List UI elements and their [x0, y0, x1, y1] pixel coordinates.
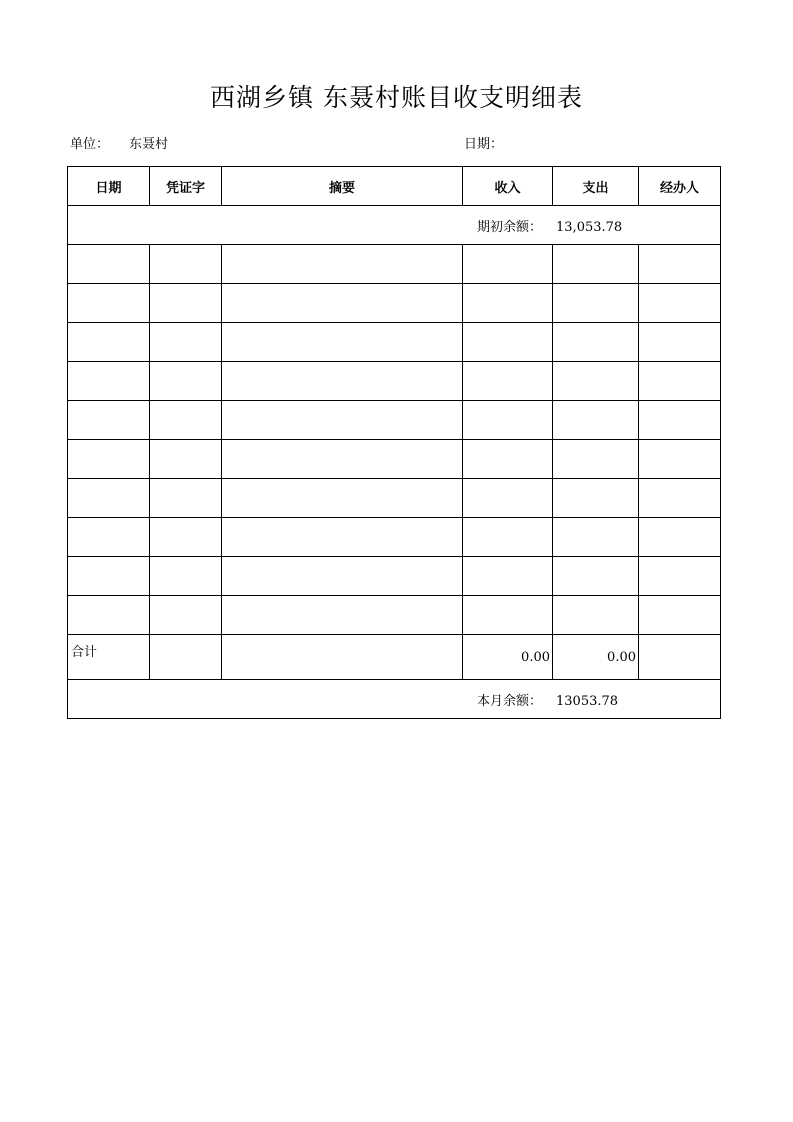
- cell-date[interactable]: [68, 518, 150, 557]
- cell-date[interactable]: [68, 323, 150, 362]
- cell-income[interactable]: [463, 479, 553, 518]
- opening-balance-cell: [68, 206, 721, 245]
- cell-voucher[interactable]: [150, 362, 222, 401]
- header-summary: 摘要: [222, 167, 463, 206]
- table-row: [68, 362, 721, 401]
- header-handler: 经办人: [639, 167, 721, 206]
- cell-income[interactable]: [463, 401, 553, 440]
- cell-summary[interactable]: [222, 479, 463, 518]
- closing-balance-value: 13053.78: [556, 693, 619, 709]
- cell-summary[interactable]: [222, 557, 463, 596]
- cell-voucher[interactable]: [150, 440, 222, 479]
- cell-summary[interactable]: [222, 440, 463, 479]
- header-voucher: 凭证字: [150, 167, 222, 206]
- table-row: [68, 245, 721, 284]
- cell-expense[interactable]: [553, 284, 639, 323]
- unit-label: 单位：: [70, 137, 110, 152]
- cell-voucher[interactable]: [150, 245, 222, 284]
- cell-income[interactable]: [463, 440, 553, 479]
- date-label: 日期：: [464, 137, 504, 152]
- header-date: 日期: [68, 167, 150, 206]
- cell-income[interactable]: [463, 284, 553, 323]
- table-row: [68, 557, 721, 596]
- cell-handler[interactable]: [639, 479, 721, 518]
- cell-income[interactable]: [463, 323, 553, 362]
- opening-balance-label: 期初余额：: [477, 219, 543, 235]
- total-summary-cell: [222, 635, 463, 680]
- table-row: [68, 479, 721, 518]
- table-row: [68, 440, 721, 479]
- cell-expense[interactable]: [553, 479, 639, 518]
- cell-summary[interactable]: [222, 401, 463, 440]
- opening-balance-row: [68, 206, 721, 245]
- cell-handler[interactable]: [639, 362, 721, 401]
- cell-voucher[interactable]: [150, 557, 222, 596]
- opening-balance-value: 13,053.78: [556, 219, 623, 235]
- cell-date[interactable]: [68, 401, 150, 440]
- total-expense: 0.00: [553, 635, 639, 680]
- closing-balance-label: 本月余额：: [477, 693, 543, 709]
- cell-handler[interactable]: [639, 284, 721, 323]
- cell-voucher[interactable]: [150, 479, 222, 518]
- cell-date[interactable]: [68, 440, 150, 479]
- page-title: 西湖乡镇 东聂村账目收支明细表: [210, 83, 583, 112]
- total-handler-cell: [639, 635, 721, 680]
- cell-handler[interactable]: [639, 557, 721, 596]
- cell-income[interactable]: [463, 518, 553, 557]
- cell-date[interactable]: [68, 557, 150, 596]
- cell-expense[interactable]: [553, 401, 639, 440]
- cell-income[interactable]: [463, 245, 553, 284]
- cell-expense[interactable]: [553, 440, 639, 479]
- header-row: [68, 167, 721, 206]
- cell-expense[interactable]: [553, 362, 639, 401]
- cell-handler[interactable]: [639, 518, 721, 557]
- total-label: 合计: [68, 635, 150, 680]
- table-row: [68, 323, 721, 362]
- header-income: 收入: [463, 167, 553, 206]
- table-row: [68, 284, 721, 323]
- table-row: [68, 401, 721, 440]
- closing-balance-row: [68, 680, 721, 719]
- total-voucher-cell: [150, 635, 222, 680]
- cell-handler[interactable]: [639, 440, 721, 479]
- cell-income[interactable]: [463, 557, 553, 596]
- cell-summary[interactable]: [222, 596, 463, 635]
- header-expense: 支出: [553, 167, 639, 206]
- cell-summary[interactable]: [222, 323, 463, 362]
- cell-expense[interactable]: [553, 596, 639, 635]
- cell-handler[interactable]: [639, 401, 721, 440]
- cell-expense[interactable]: [553, 245, 639, 284]
- cell-expense[interactable]: [553, 557, 639, 596]
- cell-date[interactable]: [68, 479, 150, 518]
- cell-voucher[interactable]: [150, 518, 222, 557]
- cell-handler[interactable]: [639, 245, 721, 284]
- cell-voucher[interactable]: [150, 284, 222, 323]
- cell-date[interactable]: [68, 245, 150, 284]
- cell-income[interactable]: [463, 596, 553, 635]
- closing-balance-cell: [68, 680, 721, 719]
- cell-voucher[interactable]: [150, 323, 222, 362]
- cell-handler[interactable]: [639, 323, 721, 362]
- total-row: [68, 635, 721, 680]
- table-row: [68, 518, 721, 557]
- cell-voucher[interactable]: [150, 401, 222, 440]
- cell-expense[interactable]: [553, 323, 639, 362]
- cell-summary[interactable]: [222, 284, 463, 323]
- cell-date[interactable]: [68, 284, 150, 323]
- cell-summary[interactable]: [222, 518, 463, 557]
- cell-expense[interactable]: [553, 518, 639, 557]
- cell-handler[interactable]: [639, 596, 721, 635]
- cell-summary[interactable]: [222, 245, 463, 284]
- unit-value: 东聂村: [129, 137, 169, 152]
- cell-voucher[interactable]: [150, 596, 222, 635]
- total-income: 0.00: [463, 635, 553, 680]
- cell-summary[interactable]: [222, 362, 463, 401]
- cell-income[interactable]: [463, 362, 553, 401]
- cell-date[interactable]: [68, 362, 150, 401]
- cell-date[interactable]: [68, 596, 150, 635]
- ledger-table: [67, 166, 721, 719]
- table-row: [68, 596, 721, 635]
